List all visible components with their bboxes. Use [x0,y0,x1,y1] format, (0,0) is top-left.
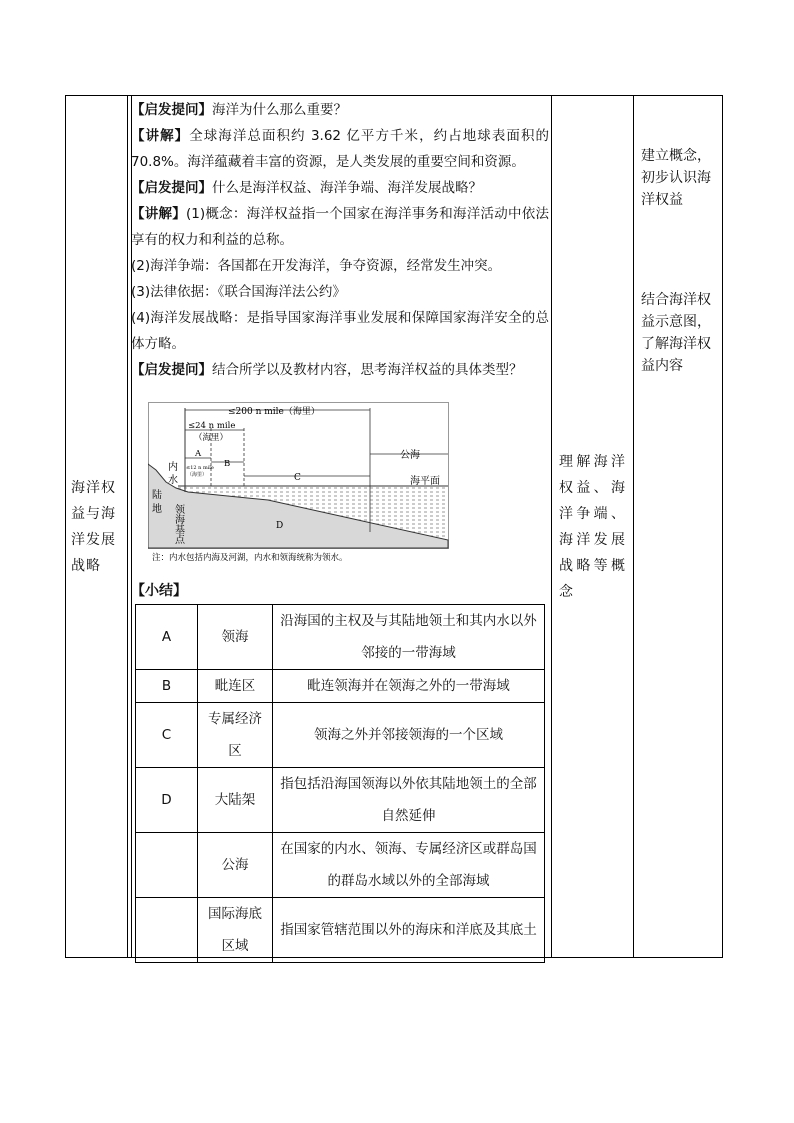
explanation-label: 【讲解】 [131,206,187,222]
topic-title: 海洋权益与海洋发展战略 [71,479,116,574]
explanation-item: (3)法律依据：《联合国海洋法公约》 [131,284,346,300]
explanation-text: 全球海洋总面积约 3.62 亿平方千米，约占地球表面积的 70.8%。海洋蕴藏着丰富的资源，是人类发展的重要空间和资源。 [131,128,550,170]
explanation-text: (1)概念：海洋权益指一个国家在海洋事务和海洋活动中依法享有的权力和利益的总称。 [131,206,550,248]
table-row [136,833,545,898]
zone-name: 领海 [198,605,273,670]
question-text: 什么是海洋权益、海洋争端、海洋发展战略？ [212,180,482,196]
label-12nm: ≤12 n mile [186,465,214,471]
explanation-2 [131,201,549,253]
summary-title: 【小结】 [131,583,187,599]
label-200nm: ≤200 n mile（海里） [228,407,320,417]
zone-description: 沿海国的主权及与其陆地领土和其内水以外邻接的一带海域 [273,605,545,670]
label-24nm: ≤24 n mile [188,421,236,431]
label-sea-level: 海平面 [410,476,440,487]
topic-cell [65,95,127,958]
label-baseline-point: 领海基点 [172,504,184,544]
diagram-svg [148,402,450,564]
zone-code: C [136,703,198,768]
zone-description: 毗连领海并在领海之外的一带海域 [273,670,545,703]
zone-code: B [136,670,198,703]
column-divider [551,95,552,958]
label-C: C [294,473,301,483]
zone-name: 毗连区 [198,670,273,703]
label-B: B [224,459,231,469]
zone-name: 专属经济区 [198,703,273,768]
question-label: 【启发提问】 [131,362,212,378]
zone-name: 国际海底区域 [198,898,273,963]
table-row [136,898,545,963]
question-label: 【启发提问】 [131,180,212,196]
explanation-label: 【讲解】 [131,128,190,144]
explanation-item: (4)海洋发展战略：是指导国家海洋事业发展和保障国家海洋安全的总体方略。 [131,310,549,352]
label-D: D [276,521,284,531]
label-high-sea: 公海 [400,450,420,461]
summary-table [135,604,545,963]
main-content [131,97,549,383]
table-row [136,670,545,703]
label-24nm-unit: （海里） [194,433,229,443]
explanation-item: (2)海洋争端：各国都在开发海洋，争夺资源，经常发生冲突。 [131,258,502,274]
zone-description: 指包括沿海国领海以外依其陆地领土的全部自然延伸 [273,768,545,833]
zone-description: 领海之外并邻接领海的一个区域 [273,703,545,768]
zone-code [136,833,198,898]
label-inner-water-2: 水 [168,475,178,486]
explanation-1 [131,123,549,175]
zone-name: 大陆架 [198,768,273,833]
question-2 [131,175,549,201]
label-inner-water: 内 [168,462,178,473]
zone-name: 公海 [198,833,273,898]
question-text: 海洋为什么那么重要？ [212,102,347,118]
diagram-note: 注：内水包括内海及河湖，内水和领海统称为领水。 [152,553,348,563]
label-land: 陆 [152,490,162,501]
zone-code [136,898,198,963]
label-land-2: 地 [152,504,162,515]
zone-code: D [136,768,198,833]
design-intent-1: 建立概念，初步认识海洋权益 [641,148,711,208]
objective-cell [553,95,633,958]
question-label: 【启发提问】 [131,102,212,118]
zone-description: 指国家管辖范围以外的海床和洋底及其底土 [273,898,545,963]
question-text: 结合所学以及教材内容，思考海洋权益的具体类型？ [212,362,523,378]
zone-code: A [136,605,198,670]
column-divider [633,95,634,958]
table-row [136,605,545,670]
table-row [136,703,545,768]
design-intent-2: 结合海洋权益示意图，了解海洋权益内容 [641,292,711,374]
column-divider [127,95,128,958]
objective-text: 理解海洋权益、海洋争端、海洋发展战略等概念 [559,453,627,600]
maritime-zones-diagram [148,402,450,564]
question-1 [131,97,549,123]
label-A: A [195,449,202,459]
label-12nm-unit: （海里） [187,472,208,478]
table-row [136,768,545,833]
zone-description: 在国家的内水、领海、专属经济区或群岛国的群岛水域以外的全部海域 [273,833,545,898]
question-3 [131,357,549,383]
